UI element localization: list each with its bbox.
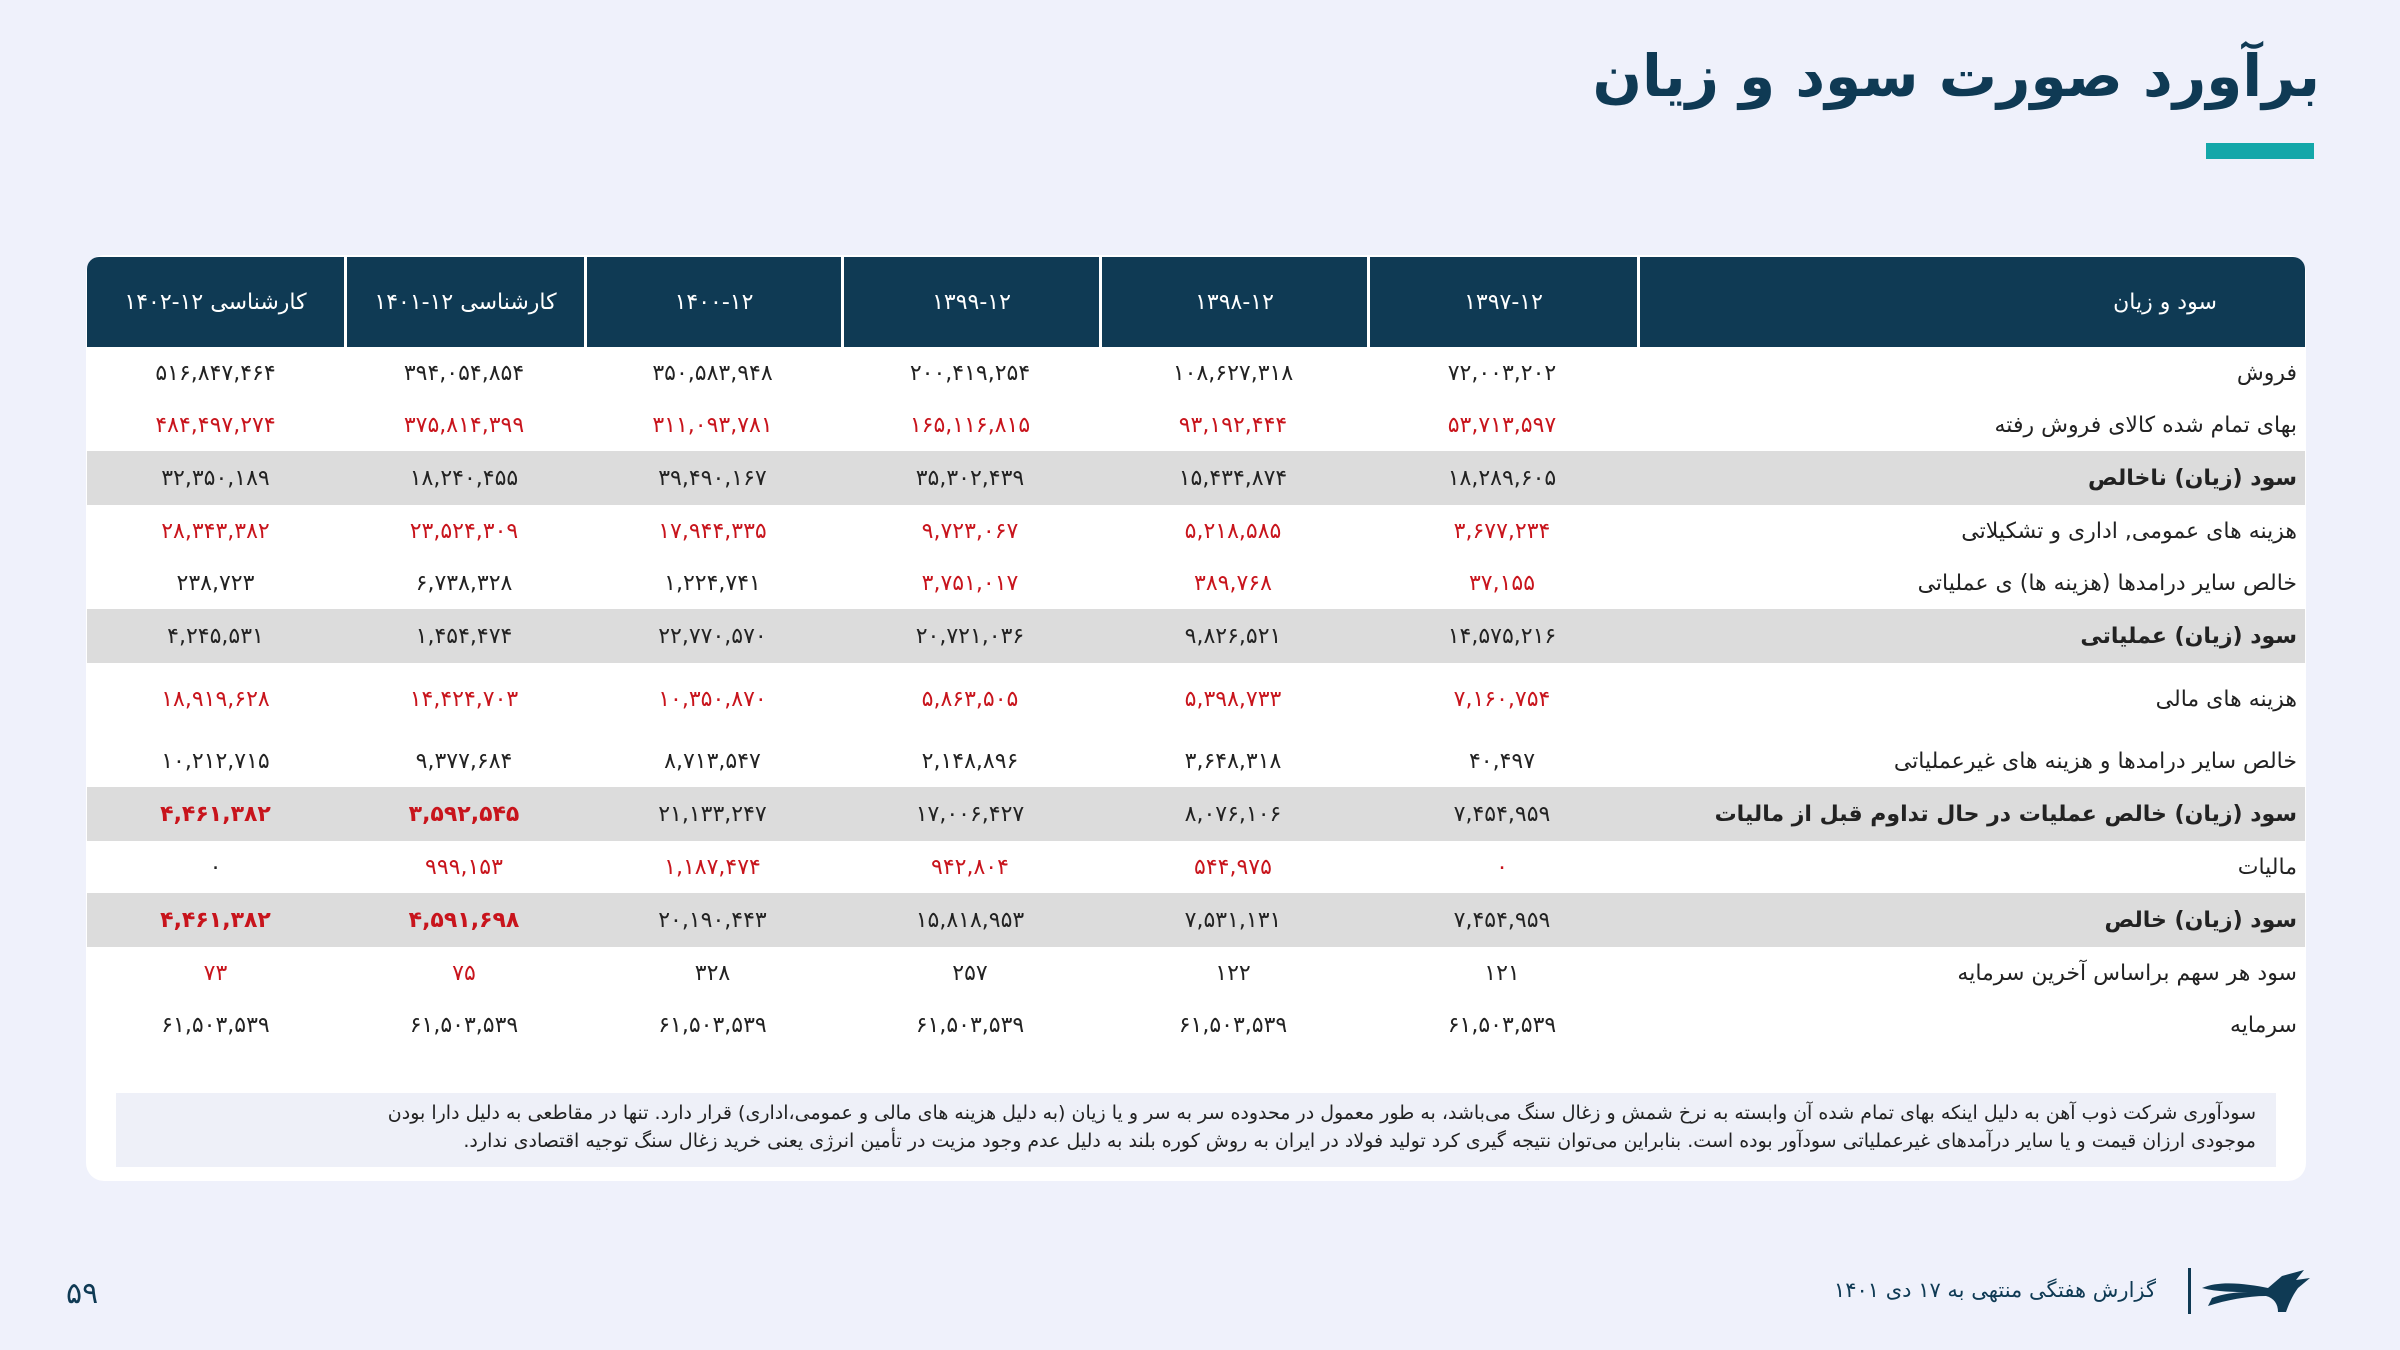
- note-line-1: سودآوری شرکت ذوب آهن به دلیل اینکه بهای تمام شده آن وابسته به نرخ شمش و زغال سنگ می‌باشد، به طور معمول در محدوده سر به سر و یا زیان (به دلیل هزینه های مالی و عمومی،اداری) قرار دارد. تنها در مقاطعی به دلیل دارا بودن: [387, 1102, 2256, 1124]
- table-cell: ۰: [1496, 854, 1508, 880]
- table-cell: ۳۷۵,۸۱۴,۳۹۹: [403, 412, 525, 438]
- row-label: سود (زیان) خالص: [1637, 893, 2305, 947]
- table-cell: ۳,۶۷۷,۲۳۴: [1453, 518, 1551, 544]
- table-cell: ۱,۲۲۴,۷۴۱: [664, 570, 761, 596]
- table-cell: ۱۸,۲۴۰,۴۵۵: [344, 451, 584, 505]
- row-label: سود (زیان) ناخالص: [1637, 451, 2305, 505]
- table-header-row: [87, 257, 2305, 347]
- row-label: خالص سایر درامدها و هزینه های غیرعملیاتی: [1893, 748, 2297, 774]
- table-cell: ۵۳,۷۱۳,۵۹۷: [1447, 412, 1557, 438]
- table-cell: ۱۵,۸۱۸,۹۵۳: [841, 893, 1099, 947]
- table-cell: ۳۵۰,۵۸۳,۹۴۸: [652, 360, 773, 386]
- table-cell: ۹۹۹,۱۵۳: [425, 854, 503, 880]
- table-cell: ۱۶۵,۱۱۶,۸۱۵: [909, 412, 1031, 438]
- analysis-note: [116, 1093, 2276, 1167]
- table-cell: ۱۰,۲۱۲,۷۱۵: [161, 748, 270, 774]
- table-cell: ۱,۴۵۴,۴۷۴: [344, 609, 584, 663]
- table-row: [87, 505, 2305, 557]
- table-cell: ۳۷,۱۵۵: [1468, 570, 1536, 596]
- table-cell: ۳,۶۴۸,۳۱۸: [1184, 748, 1282, 774]
- table-cell: ۲۳,۵۲۴,۳۰۹: [409, 518, 519, 544]
- table-cell: ۳۹۴,۰۵۴,۸۵۴: [403, 360, 525, 386]
- table-row: [87, 947, 2305, 999]
- table-body: [87, 347, 2305, 1051]
- table-cell: ۹۳,۱۹۲,۴۴۴: [1178, 412, 1288, 438]
- table-cell: ۶۱,۵۰۳,۵۳۹: [1178, 1012, 1288, 1038]
- table-cell: ۳,۵۹۲,۵۴۵: [344, 787, 584, 841]
- table-cell: ۴,۵۹۱,۶۹۸: [344, 893, 584, 947]
- table-cell: ۵۴۴,۹۷۵: [1194, 854, 1272, 880]
- row-label: بهای تمام شده کالای فروش رفته: [1994, 412, 2297, 438]
- column-header-1397: ۱۳۹۷-۱۲: [1367, 257, 1637, 347]
- table-cell: ۹۴۲,۸۰۴: [931, 854, 1009, 880]
- row-label: خالص سایر درامدها (هزینه ها) ی عملیاتی: [1917, 570, 2297, 596]
- row-label: فروش: [2236, 360, 2297, 386]
- table-cell: ۳,۷۵۱,۰۱۷: [921, 570, 1019, 596]
- table-cell: ۱۲۲: [1215, 960, 1251, 986]
- column-header-1398: ۱۳۹۸-۱۲: [1099, 257, 1367, 347]
- row-label: مالیات: [2237, 854, 2297, 880]
- table-cell: ۱۸,۹۱۹,۶۲۸: [161, 686, 270, 712]
- table-cell: ۸,۰۷۶,۱۰۶: [1099, 787, 1367, 841]
- table-cell: ۲۲,۷۷۰,۵۷۰: [584, 609, 841, 663]
- table-row: [87, 663, 2305, 735]
- table-cell: ۲۰,۱۹۰,۴۴۳: [584, 893, 841, 947]
- table-row: [87, 841, 2305, 893]
- table-cell: ۷۳: [203, 960, 228, 986]
- table-cell: ۶۱,۵۰۳,۵۳۹: [658, 1012, 767, 1038]
- table-cell: ۱۰۸,۶۲۷,۳۱۸: [1172, 360, 1294, 386]
- row-label: سود (زیان) خالص عملیات در حال تداوم قبل از مالیات: [1637, 787, 2305, 841]
- table-cell: ۷۵: [452, 960, 476, 986]
- table-cell: ۷,۴۵۴,۹۵۹: [1367, 893, 1637, 947]
- table-cell: ۱۸,۲۸۹,۶۰۵: [1367, 451, 1637, 505]
- column-header-label: سود و زیان: [1637, 257, 2305, 347]
- table-cell: ۳۹,۴۹۰,۱۶۷: [584, 451, 841, 505]
- row-label: سود هر سهم براساس آخرین سرمایه: [1957, 960, 2297, 986]
- title-accent-bar: [2206, 143, 2314, 159]
- table-cell: ۷,۱۶۰,۷۵۴: [1453, 686, 1551, 712]
- table-cell: ۵,۲۱۸,۵۸۵: [1184, 518, 1282, 544]
- table-cell: ۱۷,۰۰۶,۴۲۷: [841, 787, 1099, 841]
- table-cell: ۰: [209, 854, 222, 880]
- table-row: [87, 557, 2305, 609]
- table-cell: ۳۲۸: [694, 960, 731, 986]
- column-header-1399: ۱۳۹۹-۱۲: [841, 257, 1099, 347]
- table-row: [87, 399, 2305, 451]
- table-cell: ۳۲,۳۵۰,۱۸۹: [87, 451, 344, 505]
- table-cell: ۵,۳۹۸,۷۳۳: [1184, 686, 1282, 712]
- profit-loss-table: [87, 257, 2305, 1051]
- table-row: [87, 893, 2305, 947]
- table-cell: ۴۰,۴۹۷: [1468, 748, 1536, 774]
- table-cell: ۶۱,۵۰۳,۵۳۹: [1447, 1012, 1557, 1038]
- note-line-2: موجودی ارزان قیمت و یا سایر درآمدهای غیرعملیاتی سودآور بوده است. بنابراین می‌توان نتیجه گیری کرد تولید فولاد در ایران به روش کوره بلند به دلیل عدم وجود مزیت در تأمین انرژی یعنی خرید زغال سنگ توجیه اقتصادی ندارد.: [463, 1130, 2256, 1152]
- table-cell: ۴۸۴,۴۹۷,۲۷۴: [155, 412, 276, 438]
- table-cell: ۵,۸۶۳,۵۰۵: [921, 686, 1019, 712]
- table-row: [87, 609, 2305, 663]
- table-cell: ۲۱,۱۳۳,۲۴۷: [584, 787, 841, 841]
- table-cell: ۱۷,۹۴۴,۳۳۵: [658, 518, 767, 544]
- table-cell: ۶,۷۳۸,۳۲۸: [415, 570, 513, 596]
- table-cell: ۱۴,۴۲۴,۷۰۳: [409, 686, 519, 712]
- table-cell: ۲۰,۷۲۱,۰۳۶: [841, 609, 1099, 663]
- row-label: سود (زیان) عملیاتی: [1637, 609, 2305, 663]
- table-cell: ۲۸,۳۴۳,۳۸۲: [161, 518, 270, 544]
- table-cell: ۹,۸۲۶,۵۲۱: [1099, 609, 1367, 663]
- table-cell: ۲۳۸,۷۲۳: [176, 570, 255, 596]
- table-cell: ۲۵۷: [952, 960, 988, 986]
- footer-separator: [2188, 1268, 2191, 1314]
- table-cell: ۴,۴۶۱,۳۸۲: [87, 787, 344, 841]
- table-cell: ۵۱۶,۸۴۷,۴۶۴: [155, 360, 276, 386]
- table-cell: ۷۲,۰۰۳,۲۰۲: [1447, 360, 1557, 386]
- table-cell: ۶۱,۵۰۳,۵۳۹: [915, 1012, 1025, 1038]
- table-row: [87, 787, 2305, 841]
- table-cell: ۸,۷۱۳,۵۴۷: [664, 748, 761, 774]
- table-cell: ۳۵,۳۰۲,۴۳۹: [841, 451, 1099, 505]
- table-cell: ۶۱,۵۰۳,۵۳۹: [409, 1012, 519, 1038]
- column-header-1401-forecast: کارشناسی ۱۲-۱۴۰۱: [344, 257, 584, 347]
- profit-loss-card: [86, 255, 2306, 1181]
- table-row: [87, 451, 2305, 505]
- table-row: [87, 347, 2305, 399]
- row-label: هزینه های مالی: [2155, 686, 2297, 712]
- table-row: [87, 735, 2305, 787]
- table-cell: ۱,۱۸۷,۴۷۴: [664, 854, 761, 880]
- row-label: هزینه های عمومی, اداری و تشکیلاتی: [1961, 518, 2297, 544]
- row-label: سرمایه: [2230, 1012, 2297, 1038]
- table-cell: ۹,۳۷۷,۶۸۴: [415, 748, 513, 774]
- table-cell: ۳۱۱,۰۹۳,۷۸۱: [652, 412, 773, 438]
- table-cell: ۴,۴۶۱,۳۸۲: [87, 893, 344, 947]
- table-cell: ۷,۵۳۱,۱۳۱: [1099, 893, 1367, 947]
- table-cell: ۳۸۹,۷۶۸: [1194, 570, 1272, 596]
- column-header-1400: ۱۴۰۰-۱۲: [584, 257, 841, 347]
- page-title: برآورد صورت سود و زیان: [1592, 42, 2320, 110]
- table-cell: ۷,۴۵۴,۹۵۹: [1367, 787, 1637, 841]
- footer-report-label: گزارش هفتگی منتهی به ۱۷ دی ۱۴۰۱: [1833, 1278, 2156, 1302]
- table-cell: ۱۲۱: [1484, 960, 1520, 986]
- table-cell: ۴,۲۴۵,۵۳۱: [87, 609, 344, 663]
- page-number: ۵۹: [66, 1276, 99, 1311]
- company-logo-icon: [2200, 1266, 2312, 1316]
- table-cell: ۱۰,۳۵۰,۸۷۰: [658, 686, 767, 712]
- table-cell: ۶۱,۵۰۳,۵۳۹: [161, 1012, 270, 1038]
- table-row: [87, 999, 2305, 1051]
- table-cell: ۹,۷۲۳,۰۶۷: [921, 518, 1019, 544]
- table-cell: ۱۵,۴۳۴,۸۷۴: [1099, 451, 1367, 505]
- column-header-1402-forecast: کارشناسی ۱۲-۱۴۰۲: [87, 257, 344, 347]
- table-cell: ۲۰۰,۴۱۹,۲۵۴: [909, 360, 1031, 386]
- table-cell: ۱۴,۵۷۵,۲۱۶: [1367, 609, 1637, 663]
- table-cell: ۲,۱۴۸,۸۹۶: [921, 748, 1019, 774]
